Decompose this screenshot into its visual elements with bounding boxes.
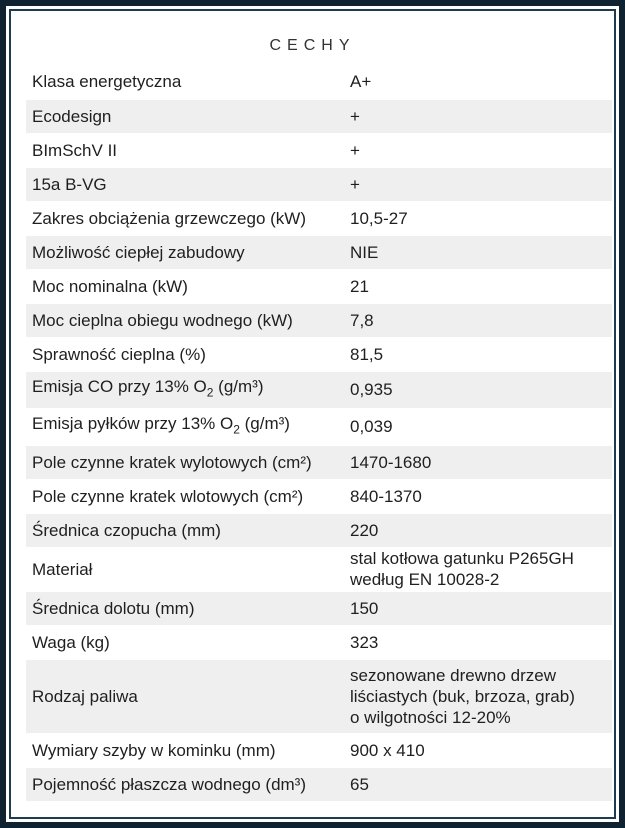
row-value: + xyxy=(344,167,612,201)
row-label xyxy=(26,371,344,408)
table-row xyxy=(26,479,612,513)
value-line: sezonowane drewno drzew xyxy=(350,665,557,685)
row-label: Wymiary szyby w kominku (mm) xyxy=(26,733,344,767)
row-label: Materiał xyxy=(26,547,344,591)
table-row xyxy=(26,337,612,371)
row-label: Klasa energetyczna xyxy=(26,65,344,99)
row-value: + xyxy=(344,133,612,167)
table-row xyxy=(26,625,612,659)
row-label: Pole czynne kratek wylotowych (cm²) xyxy=(26,445,344,479)
table-row xyxy=(26,445,612,479)
row-value: 323 xyxy=(344,625,612,659)
row-value: + xyxy=(344,99,612,133)
row-label: Moc nominalna (kW) xyxy=(26,269,344,303)
table-row xyxy=(26,303,612,337)
label-subscript: 2 xyxy=(206,385,214,400)
row-value: 21 xyxy=(344,269,612,303)
table-row xyxy=(26,65,612,99)
table-row xyxy=(26,408,612,445)
table-row xyxy=(26,371,612,408)
table-row xyxy=(26,269,612,303)
table-row xyxy=(26,513,612,547)
row-value: 7,8 xyxy=(344,303,612,337)
row-label: Moc cieplna obiegu wodnego (kW) xyxy=(26,303,344,337)
value-line: stal kotłowa gatunku P265GH xyxy=(350,549,574,568)
table-row xyxy=(26,99,612,133)
table-row xyxy=(26,733,612,767)
row-label: Rodzaj paliwa xyxy=(26,659,344,733)
row-value: 1470-1680 xyxy=(344,445,612,479)
page-frame xyxy=(6,6,619,822)
row-label: Zakres obciążenia grzewczego (kW) xyxy=(26,201,344,235)
label-text: Emisja CO przy 13% O xyxy=(32,376,207,396)
row-label: Średnica czopucha (mm) xyxy=(26,513,344,547)
value-line: liściastych (buk, brzoza, grab) xyxy=(350,686,575,706)
table-row xyxy=(26,659,612,733)
row-value: 10,5-27 xyxy=(344,201,612,235)
table-row xyxy=(26,235,612,269)
row-value: 840-1370 xyxy=(344,479,612,513)
row-value: 220 xyxy=(344,513,612,547)
row-value: 0,039 xyxy=(344,408,612,445)
value-line: według EN 10028-2 xyxy=(350,570,500,589)
row-value: 150 xyxy=(344,591,612,625)
row-value: 900 x 410 xyxy=(344,733,612,767)
table-row xyxy=(26,547,612,591)
row-label: 15a B-VG xyxy=(26,167,344,201)
features-table xyxy=(26,65,612,802)
row-value: A+ xyxy=(344,65,612,99)
row-value: 65 xyxy=(344,767,612,801)
row-label: Pojemność płaszcza wodnego (dm³) xyxy=(26,767,344,801)
table-row xyxy=(26,133,612,167)
row-label: Średnica dolotu (mm) xyxy=(26,591,344,625)
row-label: Waga (kg) xyxy=(26,625,344,659)
row-label: Pole czynne kratek wlotowych (cm²) xyxy=(26,479,344,513)
row-value: 81,5 xyxy=(344,337,612,371)
row-value: NIE xyxy=(344,235,612,269)
row-label: BImSchV II xyxy=(26,133,344,167)
table-row xyxy=(26,201,612,235)
label-subscript: 2 xyxy=(233,422,240,437)
table-row xyxy=(26,767,612,801)
label-unit: (g/m³) xyxy=(239,413,290,433)
row-label: Ecodesign xyxy=(26,99,344,133)
label-unit: (g/m³) xyxy=(213,376,264,396)
row-value xyxy=(344,547,612,591)
table-row xyxy=(26,591,612,625)
row-value: 0,935 xyxy=(344,371,612,408)
row-value xyxy=(344,659,612,733)
row-label xyxy=(26,408,344,445)
section-title: CECHY xyxy=(269,37,356,54)
table-row xyxy=(26,167,612,201)
label-text: Emisja pyłków przy 13% O xyxy=(32,413,234,433)
row-label: Sprawność cieplna (%) xyxy=(26,337,344,371)
row-label: Możliwość ciepłej zabudowy xyxy=(26,235,344,269)
value-line: o wilgotności 12-20% xyxy=(350,707,511,727)
